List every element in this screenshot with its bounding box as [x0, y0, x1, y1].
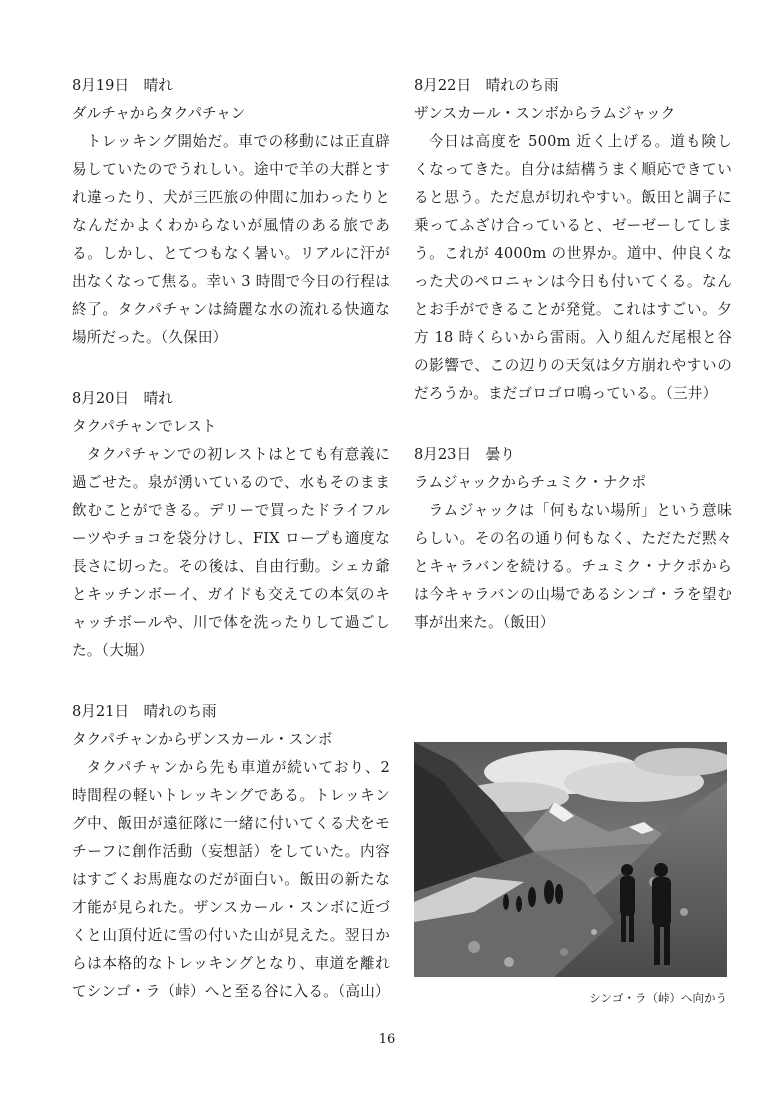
photo-caption: シンゴ・ラ（峠）へ向かう: [589, 991, 727, 1005]
entry-date: 8月23日 曇り: [414, 446, 515, 463]
entry-text: タクパチャンでの初レストはとても有意義に過ごせた。泉が湧いているので、水もそのまま飲むことができる。デリーで買ったドライフルーツやチョコを袋分けし、FIX ロープも適度な長さに切った。その後は、自由行動。シェカ爺とキッチンボーイ、ガイドも交えての本気のキャッチボールや、川で体を洗ったりして過ごした。（大堀）: [72, 446, 390, 659]
left-column: [72, 72, 390, 1039]
entry-text: トレッキング開始だ。車での移動には正直辟易していたのでうれしい。途中で羊の大群とすれ違ったり、犬が三匹旅の仲間に加わったりとなんだかよくわからないが風情のある旅である。しかし、とてつもなく暑い。リアルに汗が出なくなって焦る。幸い 3 時間で今日の行程は終了。タクパチャンは綺麗な水の流れる快適な場所だった。（久保田）: [72, 133, 390, 346]
entry-date: 8月22日 晴れのち雨: [414, 77, 559, 94]
entry-route: タクパチャンでレスト: [72, 418, 217, 435]
diary-entry-aug22: [414, 72, 732, 408]
entry-text: 今日は高度を 500m 近く上げる。道も険しくなってきた。自分は結構うまく順応できていると思う。ただ息が切れやすい。飯田と調子に乗ってふざけ合っていると、ゼーゼーしてしまう。これが 4000m の世界か。道中、仲良くなった犬のペロニャンは今日も付いてくる。なんとお手ができることが発覚。これはすごい。夕方 18 時くらいから雷雨。入り組んだ尾根と谷の影響で、この辺りの天気は夕方崩れやすいのだろうか。まだゴロゴロ鳴っている。（三井）: [414, 133, 732, 402]
diary-entry-aug21: [72, 698, 390, 1006]
diary-entry-aug19: [72, 72, 390, 352]
entry-route: ラムジャックからチュミク・ナクポ: [414, 474, 647, 491]
diary-entry-aug23: [414, 441, 732, 637]
diary-entry-aug20: [72, 385, 390, 665]
entry-text: ラムジャックは「何もない場所」という意味らしい。その名の通り何もなく、ただただ黙々とキャラバンを続ける。チュミク・ナクポからは今キャラバンの山場であるシンゴ・ラを望む事が出来た。（飯田）: [414, 502, 732, 631]
mountain-trek-photo: [414, 742, 727, 977]
entry-route: タクパチャンからザンスカール・スンボ: [72, 731, 333, 748]
entry-text: タクパチャンから先も車道が続いており、2 時間程の軽いトレッキングである。トレッキング中、飯田が遠征隊に一緒に付いてくる犬をモチーフに創作活動（妄想話）をしていた。内容はすごくお馬鹿なのだが面白い。飯田の新たな才能が見られた。ザンスカール・スンボに近づくと山頂付近に雪の付いた山が見えた。翌日からは本格的なトレッキングとなり、車道を離れてシンゴ・ラ（峠）へと至る谷に入る。（高山）: [72, 759, 390, 1000]
entry-route: ザンスカール・スンボからラムジャック: [414, 105, 676, 122]
entry-date: 8月19日 晴れ: [72, 77, 173, 94]
right-column: [414, 72, 732, 670]
entry-date: 8月20日 晴れ: [72, 390, 173, 407]
entry-route: ダルチャからタクパチャン: [72, 105, 246, 122]
page-number: 16: [378, 1032, 396, 1047]
entry-date: 8月21日 晴れのち雨: [72, 703, 217, 720]
